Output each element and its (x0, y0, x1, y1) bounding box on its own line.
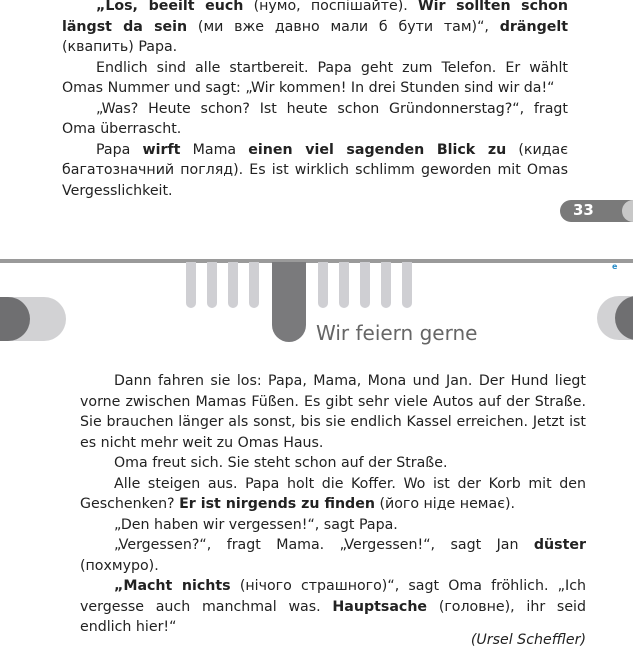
paragraph (80, 453, 586, 474)
text-run: (головне), ihr seid endlich hier!“ (80, 598, 586, 635)
bold-phrase: Hauptsache (332, 598, 428, 615)
top-text-block (62, 0, 568, 201)
right-side-tab (597, 296, 633, 340)
paragraph (80, 474, 586, 515)
paragraph (80, 535, 586, 576)
bold-phrase: drängelt (499, 18, 568, 35)
paragraph (80, 576, 586, 638)
page-number-tab (560, 200, 633, 222)
bold-phrase: Wir sollten schon längst da sein (62, 0, 568, 35)
decor-bar (186, 262, 196, 308)
paragraph (80, 515, 586, 536)
decor-bar (402, 262, 412, 308)
bold-phrase: einen viel sagenden Blick zu (248, 141, 507, 158)
decor-bar (339, 262, 349, 308)
chapter-tab-marker (272, 262, 306, 342)
text-run: „Den haben wir vergessen!“, sagt Papa. (114, 516, 398, 533)
bold-phrase: Er ist nirgends zu finden (179, 496, 375, 512)
paragraph (62, 99, 568, 140)
paragraph (62, 140, 568, 202)
text-run: (ми вже давно мали б бути там)“, (187, 18, 500, 35)
bottom-text-block (80, 371, 586, 638)
publisher-logo: e (612, 262, 618, 271)
text-run: „Vergessen?“, fragt Mama. „Vergessen!“, sagt Jan (114, 537, 534, 553)
text-run: Oma freut sich. Sie steht schon auf der Straße. (114, 455, 448, 471)
text-run: Papa (96, 141, 143, 158)
paragraph (62, 0, 568, 58)
text-run: (кидає багатозначний погляд). Es ist wirklich schlimm geworden mit Omas Vergesslichkeit. (62, 141, 569, 199)
decor-bar (318, 262, 328, 308)
decor-bar (249, 262, 259, 308)
chapter-title: Wir feiern gerne (316, 321, 478, 345)
text-run: Alle steigen aus. Papa holt die Koffer. Wo ist der Korb mit den Geschenken? (80, 475, 586, 512)
decor-bar (381, 262, 391, 308)
bold-phrase: „Macht nichts (114, 578, 231, 594)
bold-phrase: düster (533, 537, 586, 553)
text-run: Endlich sind alle startbereit. Papa geht zum Telefon. Er wählt Omas Nummer und sagt: „Wir kommen! In drei Stunden sind wir da!“ (62, 59, 568, 96)
decor-bar (228, 262, 238, 308)
text-run: (нічого страшного)“, sagt Oma fröhlich. „Ich vergesse auch manchmal was. (80, 578, 587, 615)
decor-bar (360, 262, 370, 308)
page-separator (0, 259, 633, 263)
bold-phrase: „Los, beeilt euch (96, 0, 244, 14)
text-run: Mama (180, 141, 249, 158)
text-run: (нумо, поспішайте). (243, 0, 418, 14)
paragraph (62, 58, 568, 99)
text-run: (похмуро). (80, 557, 159, 574)
author-credit: (Ursel Scheffler) (470, 632, 586, 648)
text-run: „Was? Heute schon? Ist heute schon Gründonnerstag?“, fragt Oma überrascht. (62, 100, 568, 137)
text-run: (його ніде немає). (374, 496, 516, 512)
text-run: Dann fahren sie los: Papa, Mama, Mona und Jan. Der Hund liegt vorne zwischen Mamas Füßen. Es gibt sehr viele Autos auf der Straße. Sie brauchen länger als sonst, bis sie endlich Kassel erreichen. Jetzt ist es nicht mehr weit zu Omas Haus. (80, 373, 586, 451)
page-number: 33 (573, 201, 594, 219)
decor-bar (207, 262, 217, 308)
bold-phrase: wirft (142, 141, 181, 158)
paragraph (80, 371, 586, 453)
left-side-tab (0, 297, 66, 341)
text-run: (квапить) Papa. (62, 39, 178, 55)
